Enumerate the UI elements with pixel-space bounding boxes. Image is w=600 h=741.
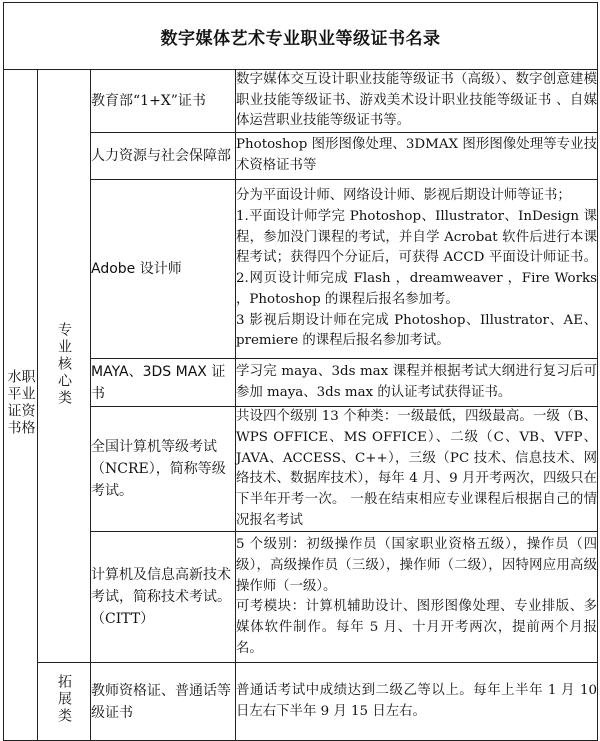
cert-name: Adobe 设计师 bbox=[91, 180, 236, 359]
cert-name: 计算机及信息高新技术考试，简称技术考试。（CITT） bbox=[91, 532, 236, 663]
category-label bbox=[7, 369, 35, 437]
desc-paragraph: 1.平面设计师学完 Photoshop、Illustrator、InDesign 课程，参加没门课程的考试，并自学 Acrobat 软件后进行本课程考试；获得四个分证后，可获得 ACCD 平面设计师证书。2.网页设计师完成 Flash ，dreamweaver ，Fire Works ，Photoshop 的课程后报名参加考。 bbox=[236, 209, 597, 307]
table-row bbox=[4, 532, 598, 663]
cert-name: MAYA、3DS MAX 证书 bbox=[91, 359, 236, 407]
document-title: 数字媒体艺术专业职业等级证书名录 bbox=[4, 3, 598, 70]
category-label-top: 职业资格 bbox=[19, 369, 36, 438]
cert-description bbox=[236, 70, 598, 133]
cert-name: 全国计算机等级考试（NCRE），简称等级考试。 bbox=[91, 407, 236, 532]
group-label-core: 专业核心类 bbox=[56, 321, 72, 407]
cert-name: 人力资源与社会保障部 bbox=[91, 133, 236, 180]
certificate-catalog-sheet bbox=[3, 2, 597, 734]
cert-description bbox=[236, 407, 598, 532]
desc-paragraph: Photoshop 图形图像处理、3DMAX 图形图像处理等专业技术资格证书等 bbox=[236, 137, 597, 174]
group-cell-extension bbox=[38, 663, 91, 741]
category-label-bottom: 水平证书 bbox=[5, 369, 22, 438]
cert-description bbox=[236, 663, 598, 741]
desc-paragraph: 学习完 maya、3ds max 课程并根据考试大纲进行复习后可参加 maya、3ds max 的认证考试获得证书。 bbox=[236, 363, 597, 400]
table-row bbox=[4, 407, 598, 532]
table-row bbox=[4, 663, 598, 741]
table-row bbox=[4, 180, 598, 359]
desc-paragraph: 数字媒体交互设计职业技能等级证书（高级）、数字创意建模职业技能等级证书、游戏美术设计职业技能等级证书 、自媒体运营职业技能等级证书等。 bbox=[236, 72, 597, 129]
cert-description bbox=[236, 133, 598, 180]
cert-name: 教师资格证、普通话等级证书 bbox=[91, 663, 236, 741]
title-row bbox=[4, 3, 598, 70]
cert-description bbox=[236, 180, 598, 359]
desc-paragraph: 分为平面设计师、网络设计师、影视后期设计师等证书； bbox=[236, 188, 571, 204]
desc-paragraph: 可考模块：计算机辅助设计、图形图像处理、专业排版、多媒体软件制作。每年 5 月、十月开考两次，提前两个月报名。 bbox=[236, 599, 597, 656]
certificate-table bbox=[3, 2, 598, 741]
group-label-extension: 拓展类 bbox=[56, 674, 72, 726]
table-row bbox=[4, 70, 598, 133]
table-row bbox=[4, 359, 598, 407]
group-cell-core bbox=[38, 70, 91, 663]
desc-paragraph: 普通话考试中成绩达到二级乙等以上。每年上半年 1 月 10 日左右下半年 9 月 15 日左右。 bbox=[236, 683, 597, 719]
category-cell bbox=[4, 70, 38, 741]
desc-paragraph: 3 影视后期设计师在完成 Photoshop、Illustrator、AE、premiere 的课程后报名参加考试。 bbox=[236, 312, 597, 349]
desc-paragraph: 共设四个级别 13 个种类：一级最低，四级最高。一级（B、WPS OFFICE、MS OFFICE）、二级（C、VB、VFP、JAVA、ACCESS、C++），三级（PC 技术、信息技术、网络技术、数据库技术），每年 4 月、9 月开考两次，四级只在下半年开考一次。 一般在结束相应专业课程后根据自己的情况报名考试 bbox=[236, 409, 597, 528]
cert-name: 教育部“1+X”证书 bbox=[91, 70, 236, 133]
desc-paragraph: 5 个级别：初级操作员（国家职业资格五级），操作员（四级），高级操作员（三级），操作师（二级），因特网应用高级操作师（一级）。 bbox=[236, 537, 597, 594]
cert-description bbox=[236, 359, 598, 407]
table-row bbox=[4, 133, 598, 180]
cert-description bbox=[236, 532, 598, 663]
